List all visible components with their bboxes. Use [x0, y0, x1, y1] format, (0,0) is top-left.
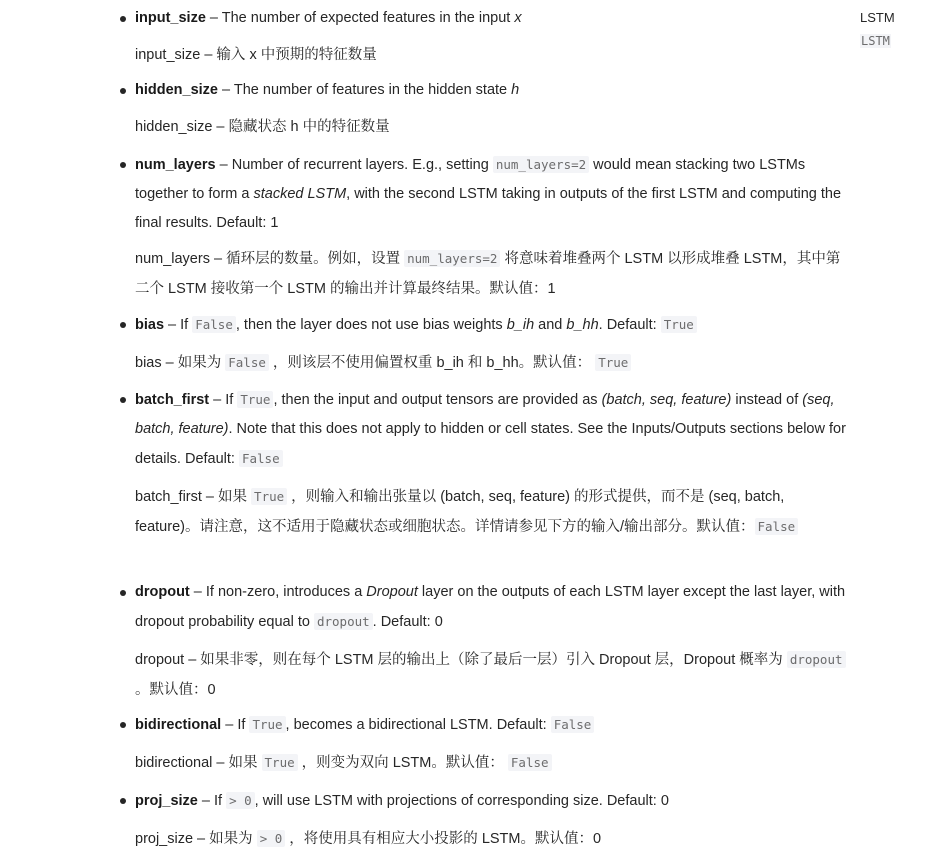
- code-snippet: True: [249, 716, 285, 733]
- param-name: input_size: [135, 10, 206, 26]
- code-snippet: False: [551, 716, 595, 733]
- bullet-icon: [120, 722, 126, 728]
- param-description-zh: batch_first – 如果 True ，则输入和输出张量以 (batch, seq, feature) 的形式提供，而不是 (seq, batch, feature)。请注意，这不适用于隐藏状态或细胞状态。详情请参见下方的输入/输出部分。默认值： False: [135, 482, 850, 542]
- code-snippet: False: [508, 754, 552, 771]
- param-description-en: hidden_size – The number of features in the hidden state h: [135, 82, 520, 98]
- param-description-zh: hidden_size – 隐藏状态 h 中的特征数量: [135, 119, 390, 135]
- param-description-zh: input_size – 输入 x 中预期的特征数量: [135, 47, 377, 63]
- param-description-zh: bidirectional – 如果 True ，则变为双向 LSTM。默认值： False: [135, 748, 850, 778]
- param-hidden-size: [0, 76, 850, 142]
- param-name: bias: [135, 317, 165, 333]
- param-description-en: input_size – The number of expected features in the input x: [135, 10, 522, 26]
- param-description-zh: proj_size – 如果为 > 0 ，将使用具有相应大小投影的 LSTM。默认值：0: [135, 831, 602, 847]
- param-proj-size: [0, 786, 850, 854]
- bullet-icon: [120, 88, 126, 94]
- param-description-zh: num_layers – 循环层的数量。例如，设置 num_layers=2 将意味着堆叠两个 LSTM 以形成堆叠 LSTM，其中第二个 LSTM 接收第一个 LSTM 的输出并计算最终结果。默认值：1: [135, 251, 841, 297]
- toc-item-lstm-code[interactable]: LSTM: [861, 34, 890, 48]
- param-num-layers: [0, 150, 850, 304]
- param-description-en: bias – If False , then the layer does not use bias weights b_ih and b_hh. Default: True: [135, 310, 850, 340]
- bullet-icon: [120, 16, 126, 22]
- toc-sidebar: [860, 8, 895, 48]
- param-description-zh: bias – 如果为 False ，则该层不使用偏置权重 b_ih 和 b_hh。默认值： True: [135, 348, 850, 378]
- code-snippet: True: [237, 391, 273, 408]
- param-description-en: num_layers – Number of recurrent layers. E.g., setting num_layers=2 would mean stacking two LSTMs together to form a stacked LSTM, with the second LSTM taking in outputs of the first LSTM and computing the final results. Default: 1: [135, 157, 842, 231]
- code-snippet: num_layers=2: [493, 156, 589, 173]
- bullet-icon: [120, 590, 126, 596]
- code-snippet: False: [192, 316, 236, 333]
- bullet-icon: [120, 798, 126, 804]
- code-snippet: dropout: [314, 613, 373, 630]
- param-bias: [0, 310, 850, 378]
- code-snippet: num_layers=2: [404, 250, 500, 267]
- code-snippet: > 0: [226, 792, 255, 809]
- param-name: dropout: [135, 584, 190, 600]
- param-batch-first: [0, 385, 850, 542]
- code-snippet: False: [225, 354, 269, 371]
- code-snippet: True: [661, 316, 697, 333]
- bullet-icon: [120, 322, 126, 328]
- code-snippet: dropout: [787, 651, 846, 668]
- toc-item-lstm[interactable]: LSTM: [860, 10, 895, 25]
- param-name: bidirectional: [135, 717, 222, 733]
- param-description-en: bidirectional – If True , becomes a bidirectional LSTM. Default: False: [135, 710, 850, 740]
- param-dropout: [0, 578, 850, 705]
- code-snippet: > 0: [257, 830, 286, 847]
- param-description-en: batch_first – If True , then the input and output tensors are provided as (batch, seq, feature) instead of (seq, batch, feature). Note that this does not apply to hidden or cell states. See the Inputs/Outputs sections below for details. Default: False: [135, 392, 846, 467]
- code-snippet: True: [262, 754, 298, 771]
- param-description-zh: dropout – 如果非零，则在每个 LSTM 层的输出上（除了最后一层）引入 Dropout 层，Dropout 概率为 dropout 。默认值：0: [135, 645, 850, 705]
- param-name: hidden_size: [135, 82, 218, 98]
- code-snippet: True: [595, 354, 631, 371]
- bullet-icon: [120, 397, 126, 403]
- bullet-icon: [120, 162, 126, 168]
- param-name: batch_first: [135, 392, 210, 408]
- param-name: num_layers: [135, 157, 216, 173]
- code-snippet: False: [239, 450, 283, 467]
- code-snippet: True: [251, 488, 287, 505]
- param-bidirectional: [0, 710, 850, 778]
- param-description-en: proj_size – If > 0 , will use LSTM with projections of corresponding size. Default: 0: [135, 793, 669, 809]
- param-description-en: dropout – If non-zero, introduces a Dropout layer on the outputs of each LSTM layer except the last layer, with dropout probability equal to dropout . Default: 0: [135, 584, 846, 630]
- param-name: proj_size: [135, 793, 198, 809]
- code-snippet: False: [755, 518, 799, 535]
- param-input-size: [0, 4, 850, 70]
